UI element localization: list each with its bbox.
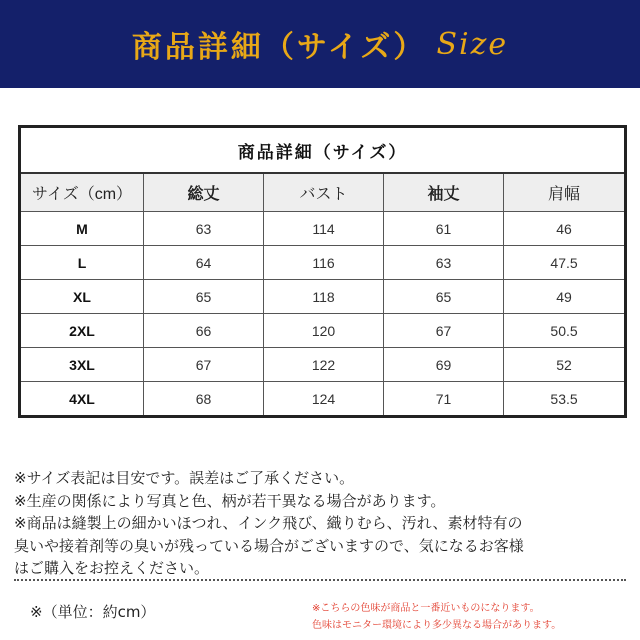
table-cell: 63	[384, 246, 504, 280]
table-cell: 120	[264, 314, 384, 348]
column-header-size: サイズ（cm）	[20, 173, 144, 212]
table-row	[20, 314, 626, 348]
note-line: ※生産の関係により写真と色、柄が若干異なる場合があります。	[14, 491, 446, 510]
table-cell: 65	[384, 280, 504, 314]
size-cell: 2XL	[20, 314, 144, 348]
unit-label: ※（単位：約cm）	[30, 603, 156, 621]
table-cell: 52	[504, 348, 626, 382]
table-row	[20, 280, 626, 314]
header-banner	[0, 0, 640, 88]
table-row	[20, 246, 626, 280]
table-cell: 114	[264, 212, 384, 246]
table-row	[20, 212, 626, 246]
table-row	[20, 382, 626, 417]
size-cell: 3XL	[20, 348, 144, 382]
size-cell: XL	[20, 280, 144, 314]
column-header-sleeve: 袖丈	[384, 173, 504, 212]
table-cell: 49	[504, 280, 626, 314]
size-table-container	[18, 125, 624, 418]
color-note-line: ※こちらの色味が商品と一番近いものになります。	[312, 603, 540, 614]
note-line: ※サイズ表記は目安です。誤差はご了承ください。	[14, 469, 355, 487]
note-line: 臭いや接着剤等の臭いが残っている場合がございますので、気になるお客様	[14, 536, 524, 555]
table-cell: 68	[144, 382, 264, 417]
table-cell: 64	[144, 246, 264, 280]
table-cell: 50.5	[504, 314, 626, 348]
table-title: 商品詳細（サイズ）	[20, 127, 626, 174]
column-header-length: 総丈	[144, 173, 264, 212]
banner-title: 商品詳細（サイズ）	[131, 30, 427, 65]
column-header-bust: バスト	[264, 173, 384, 212]
table-cell: 71	[384, 382, 504, 417]
table-cell: 61	[384, 212, 504, 246]
dotted-divider	[14, 579, 626, 581]
color-note	[312, 600, 561, 634]
table-cell: 116	[264, 246, 384, 280]
color-note-line: 色味はモニター環境により多少異なる場合があります。	[312, 620, 562, 631]
table-cell: 124	[264, 382, 384, 417]
notes-block	[14, 467, 628, 580]
table-cell: 63	[144, 212, 264, 246]
table-cell: 67	[384, 314, 504, 348]
column-header-shoulder: 肩幅	[504, 173, 626, 212]
note-line: ※商品は縫製上の細かいほつれ、インク飛び、織りむら、汚れ、素材特有の	[14, 514, 523, 532]
size-cell: M	[20, 212, 144, 246]
table-header-row	[20, 173, 626, 212]
table-cell: 122	[264, 348, 384, 382]
table-row	[20, 348, 626, 382]
size-cell: L	[20, 246, 144, 280]
banner-script-title: Size	[436, 26, 509, 62]
table-cell: 118	[264, 280, 384, 314]
table-cell: 47.5	[504, 246, 626, 280]
table-cell: 67	[144, 348, 264, 382]
table-title-row	[20, 127, 626, 174]
note-line: はご購入をお控えください。	[14, 559, 210, 577]
table-cell: 65	[144, 280, 264, 314]
table-cell: 66	[144, 314, 264, 348]
size-cell: 4XL	[20, 382, 144, 417]
size-table	[18, 125, 627, 418]
table-cell: 46	[504, 212, 626, 246]
table-cell: 53.5	[504, 382, 626, 417]
table-cell: 69	[384, 348, 504, 382]
